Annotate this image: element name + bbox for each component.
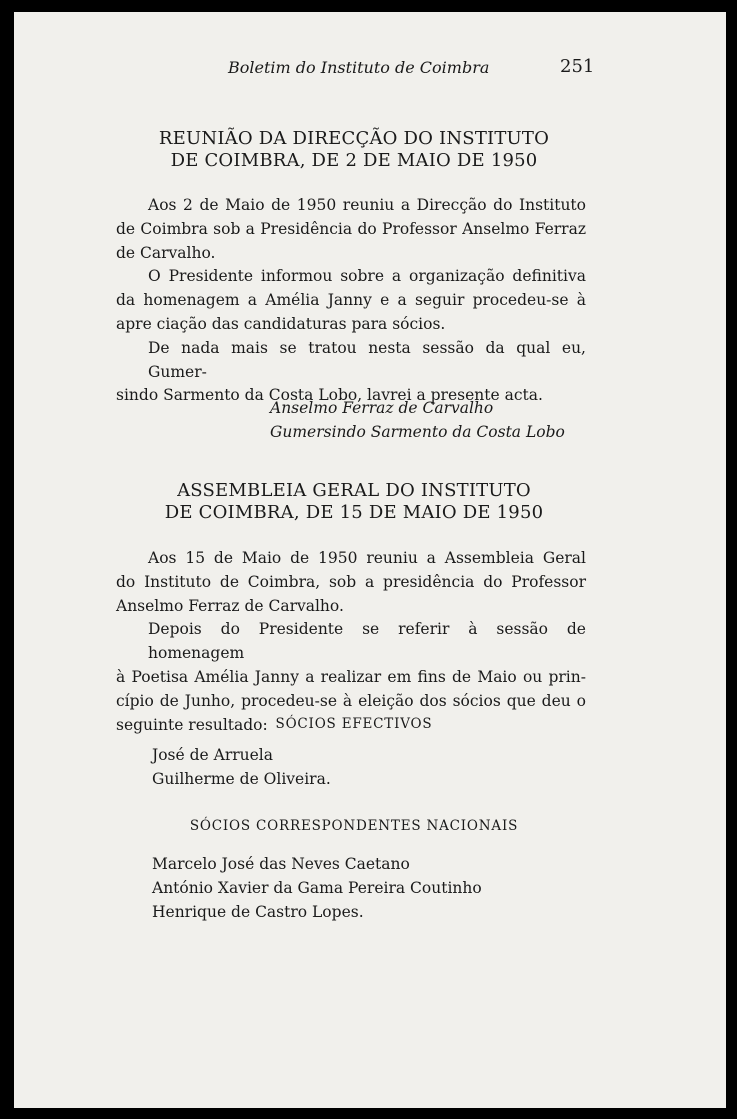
text-line: Aos 2 de Maio de 1950 reuniu a Direcção do Instituto <box>148 196 586 214</box>
signature-line: Gumersindo Sarmento da Costa Lobo <box>270 423 565 441</box>
member-name: Henrique de Castro Lopes. <box>152 903 364 921</box>
national-correspondents-list <box>152 852 482 924</box>
section1-heading <box>114 128 594 172</box>
text-line: cípio de Junho, procedeu-se à eleição dos sócios que deu o <box>116 691 586 710</box>
section1-body <box>116 194 586 408</box>
text-line: da homenagem a Amélia Janny e a seguir procedeu-se à <box>116 291 586 310</box>
national-correspondents-title: SÓCIOS CORRESPONDENTES NACIONAIS <box>189 818 519 834</box>
document-page <box>14 12 726 1108</box>
page-number: 251 <box>560 56 595 77</box>
text-line: de Coimbra sob a Presidência do Professor Anselmo Ferraz <box>116 219 586 238</box>
text-line: do Instituto de Coimbra, sob a presidência do Professor <box>116 572 586 591</box>
text-line: Depois do Presidente se referir à sessão de homenagem <box>148 620 586 663</box>
running-title: Boletim do Instituto de Coimbra <box>228 58 490 77</box>
text-line: De nada mais se tratou nesta sessão da qual eu, Gumer- <box>148 338 586 381</box>
section1-heading-line: DE COIMBRA, DE 2 DE MAIO DE 1950 <box>170 150 538 171</box>
member-name: Marcelo José das Neves Caetano <box>152 855 410 873</box>
effective-members-list <box>152 743 331 791</box>
signature-line: Anselmo Ferraz de Carvalho <box>270 399 494 417</box>
running-head <box>14 58 726 82</box>
signatures <box>270 396 565 444</box>
member-name: Guilherme de Oliveira. <box>152 770 331 788</box>
section1-heading-line: REUNIÃO DA DIRECÇÃO DO INSTITUTO <box>158 128 550 149</box>
text-line: O Presidente informou sobre a organização definitiva <box>148 267 586 286</box>
text-line: sindo Sarmento da Costa Lobo, lavrei a presente acta. <box>116 386 543 405</box>
member-name: António Xavier da Gama Pereira Coutinho <box>152 879 482 897</box>
section2-body <box>116 547 586 737</box>
text-line: apre ciação das candidaturas para sócios. <box>116 314 446 333</box>
section2-heading <box>114 480 594 524</box>
text-line: Aos 15 de Maio de 1950 reuniu a Assembleia Geral <box>148 549 586 567</box>
text-line: seguinte resultado: <box>116 715 268 734</box>
member-name: José de Arruela <box>152 746 273 764</box>
text-line: Anselmo Ferraz de Carvalho. <box>116 596 344 615</box>
effective-members-title: SÓCIOS EFECTIVOS <box>275 716 433 732</box>
section2-heading-line: DE COIMBRA, DE 15 DE MAIO DE 1950 <box>164 502 544 523</box>
section2-heading-line: ASSEMBLEIA GERAL DO INSTITUTO <box>177 480 531 501</box>
text-line: à Poetisa Amélia Janny a realizar em fins de Maio ou prin- <box>116 667 586 686</box>
text-line: de Carvalho. <box>116 243 216 262</box>
